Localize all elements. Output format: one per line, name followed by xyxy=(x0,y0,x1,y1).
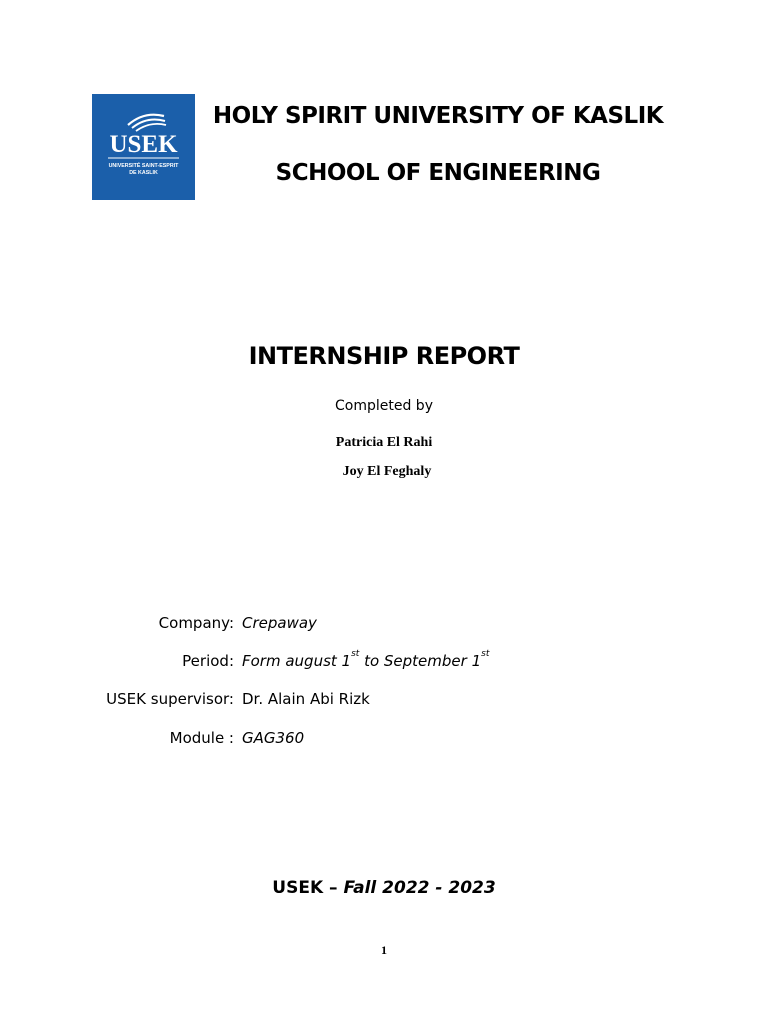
module-label: Module : xyxy=(169,729,234,747)
module-row xyxy=(0,729,768,751)
module-value: GAG360 xyxy=(242,729,305,747)
logo-subtitle-line2: DE KASLIK xyxy=(129,170,158,176)
period-text-start: Form august 1 xyxy=(242,652,352,670)
supervisor-row xyxy=(0,690,768,712)
term-dash: – xyxy=(323,878,344,898)
author-name: Patricia El Rahi xyxy=(335,435,433,450)
company-label: Company: xyxy=(158,614,234,632)
term-value: Fall 2022 - 2023 xyxy=(343,878,496,898)
university-name: HOLY SPIRIT UNIVERSITY OF KASLIK xyxy=(212,103,664,129)
period-text-end: to September 1 xyxy=(359,652,482,670)
author-name: Joy El Feghaly xyxy=(342,464,432,479)
period-value xyxy=(242,649,490,670)
supervisor-label: USEK supervisor: xyxy=(106,690,234,708)
completed-by-label: Completed by xyxy=(335,398,433,414)
academic-term xyxy=(0,878,768,898)
page-number: 1 xyxy=(381,943,387,957)
logo-subtitle-line1: UNIVERSITÉ SAINT-ESPRIT xyxy=(108,163,179,169)
company-row xyxy=(0,614,768,636)
period-row xyxy=(0,649,768,674)
period-label: Period: xyxy=(182,652,234,670)
period-ordinal-start: st xyxy=(351,649,360,659)
company-value: Crepaway xyxy=(242,614,317,632)
institution-name: USEK xyxy=(272,878,324,898)
supervisor-value: Dr. Alain Abi Rizk xyxy=(242,690,370,708)
report-title: INTERNSHIP REPORT xyxy=(248,342,520,370)
period-ordinal-end: st xyxy=(481,649,490,659)
logo-wordmark: USEK xyxy=(109,131,178,158)
school-name: SCHOOL OF ENGINEERING xyxy=(275,160,601,186)
